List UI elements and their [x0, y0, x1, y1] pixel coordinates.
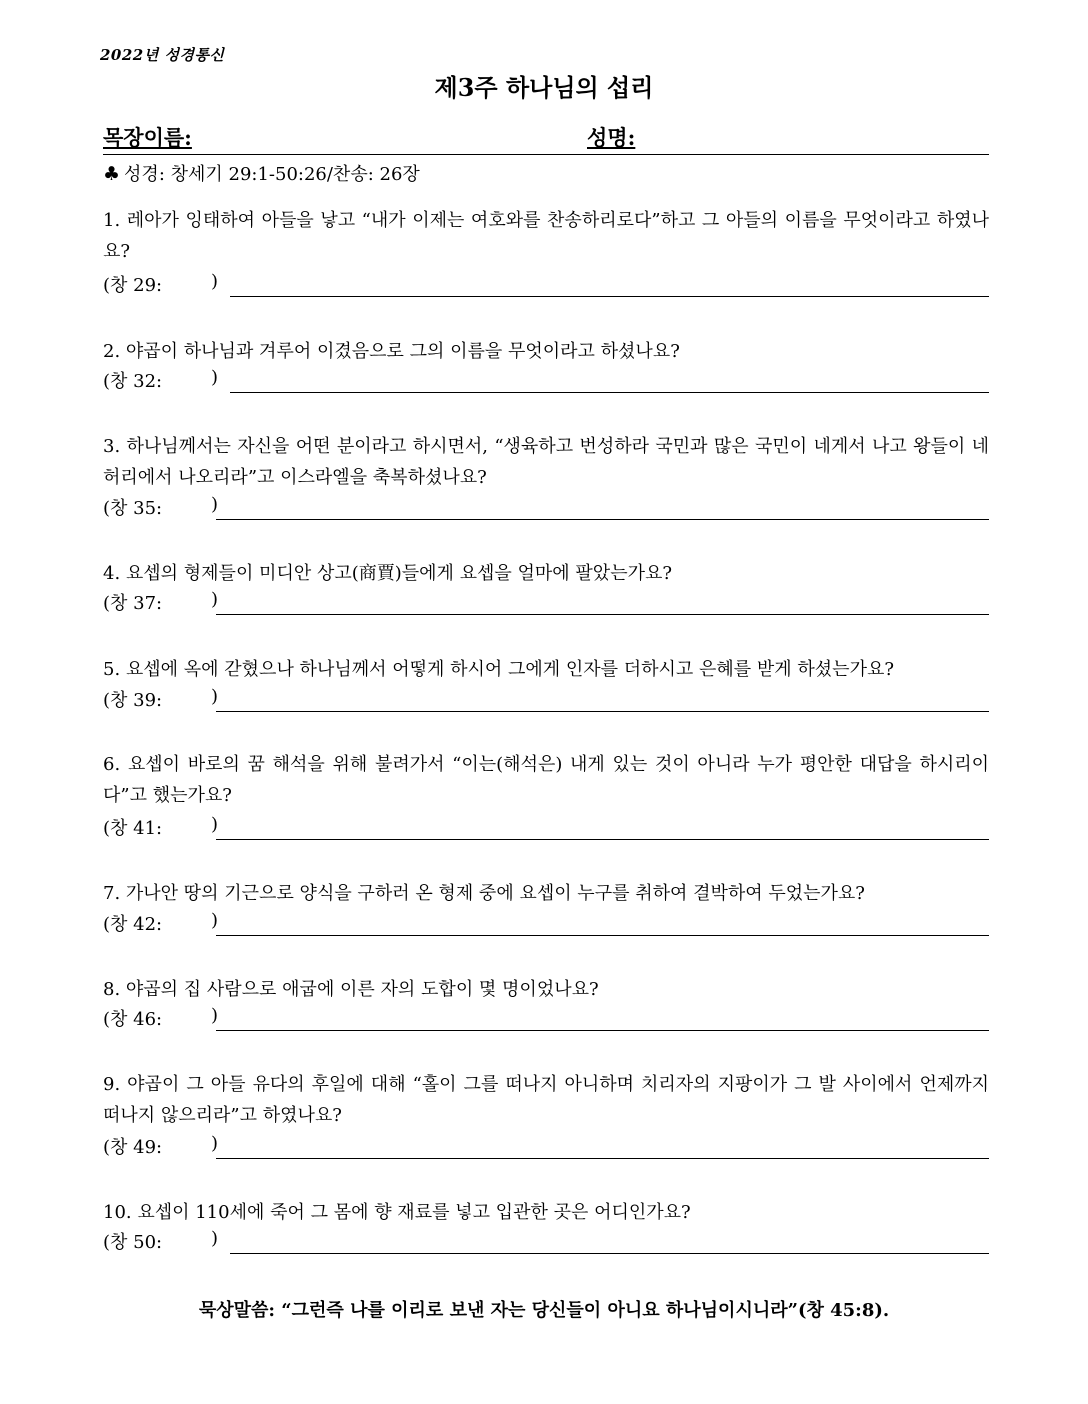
- answer-row-9: [103, 1133, 989, 1159]
- scripture-line: [103, 160, 420, 186]
- answer-row-6: [103, 814, 989, 840]
- leader-label: 목장이름:: [103, 125, 192, 150]
- answer-line-1[interactable]: [230, 296, 989, 297]
- reference-close-2: ): [211, 367, 219, 388]
- question-1: 1. 레아가 잉태하여 아들을 낳고 “내가 이제는 여호와를 찬송하리로다”하고 그 아들의 이름을 무엇이라고 하였나요?: [103, 210, 989, 262]
- reference-10: (창 50:: [103, 1232, 163, 1253]
- answer-row-5: [103, 686, 989, 712]
- answer-line-2[interactable]: [230, 392, 989, 393]
- reference-2: (창 32:: [103, 371, 163, 392]
- question-6: 6. 요셉이 바로의 꿈 해석을 위해 불려가서 “이는(해석은) 내게 있는 것이 아니라 누가 평안한 대답을 하시리이다”고 했는가요?: [103, 754, 989, 806]
- meditation-verse: 묵상말씀: “그런즉 나를 이리로 보낸 자는 당신들이 아니요 하나님이시니라”(창 45:8).: [198, 1300, 890, 1321]
- question-8: 8. 야곱의 집 사람으로 애굽에 이른 자의 도합이 몇 명이었나요?: [103, 979, 599, 1000]
- answer-row-1: [103, 271, 989, 297]
- answer-row-7: [103, 910, 989, 936]
- reference-8: (창 46:: [103, 1009, 163, 1030]
- reference-4: (창 37:: [103, 593, 163, 614]
- answer-row-3: [103, 494, 989, 520]
- reference-close-3: ): [211, 494, 219, 515]
- reference-close-9: ): [211, 1133, 219, 1154]
- answer-row-4: [103, 589, 989, 615]
- answer-row-2: [103, 367, 989, 393]
- question-5: 5. 요셉에 옥에 갇혔으나 하나님께서 어떻게 하시어 그에게 인자를 더하시고 은혜를 받게 하셨는가요?: [103, 659, 895, 680]
- answer-row-10: [103, 1228, 989, 1254]
- reference-close-1: ): [211, 271, 219, 292]
- answer-row-8: [103, 1005, 989, 1031]
- reference-close-8: ): [211, 1005, 219, 1026]
- question-7: 7. 가나안 땅의 기근으로 양식을 구하러 온 형제 중에 요셉이 누구를 취하여 결박하여 두었는가요?: [103, 883, 865, 904]
- reference-close-10: ): [211, 1228, 219, 1249]
- name-label: 성명:: [587, 125, 636, 150]
- club-suit-icon: ♣: [103, 163, 121, 185]
- answer-line-8[interactable]: [216, 1030, 989, 1031]
- reference-close-4: ): [211, 589, 219, 610]
- page-title: 제3주 하나님의 섭리: [434, 73, 654, 102]
- answer-line-10[interactable]: [230, 1253, 989, 1254]
- question-9: 9. 야곱이 그 아들 유다의 후일에 대해 “홀이 그를 떠나지 아니하며 치리자의 지팡이가 그 발 사이에서 언제까지 떠나지 않으리라”고 하였나요?: [103, 1074, 989, 1126]
- answer-line-9[interactable]: [216, 1158, 989, 1159]
- reference-1: (창 29:: [103, 275, 163, 296]
- reference-close-5: ): [211, 686, 219, 707]
- answer-line-3[interactable]: [216, 519, 989, 520]
- reference-close-6: ): [211, 814, 219, 835]
- reference-6: (창 41:: [103, 818, 163, 839]
- answer-line-7[interactable]: [216, 935, 989, 936]
- question-10: 10. 요셉이 110세에 죽어 그 몸에 향 재료를 넣고 입관한 곳은 어디인가요?: [103, 1202, 691, 1223]
- reference-close-7: ): [211, 910, 219, 931]
- reference-9: (창 49:: [103, 1137, 163, 1158]
- header-fields: [103, 126, 989, 155]
- reference-3: (창 35:: [103, 498, 163, 519]
- answer-line-5[interactable]: [216, 711, 989, 712]
- answer-line-4[interactable]: [216, 614, 989, 615]
- corner-label: 2022년 성경통신: [100, 46, 225, 64]
- question-3: 3. 하나님께서는 자신을 어떤 분이라고 하시면서, “생육하고 번성하라 국민과 많은 국민이 네게서 나고 왕들이 네 허리에서 나오리라”고 이스라엘을 축복하셨나요?: [103, 436, 989, 488]
- reference-5: (창 39:: [103, 690, 163, 711]
- answer-line-6[interactable]: [216, 839, 989, 840]
- scripture-text: 성경: 창세기 29:1-50:26/찬송: 26장: [124, 164, 420, 185]
- question-4: 4. 요셉의 형제들이 미디안 상고(商賈)들에게 요셉을 얼마에 팔았는가요?: [103, 563, 673, 584]
- question-2: 2. 야곱이 하나님과 겨루어 이겼음으로 그의 이름을 무엇이라고 하셨나요?: [103, 341, 680, 362]
- reference-7: (창 42:: [103, 914, 163, 935]
